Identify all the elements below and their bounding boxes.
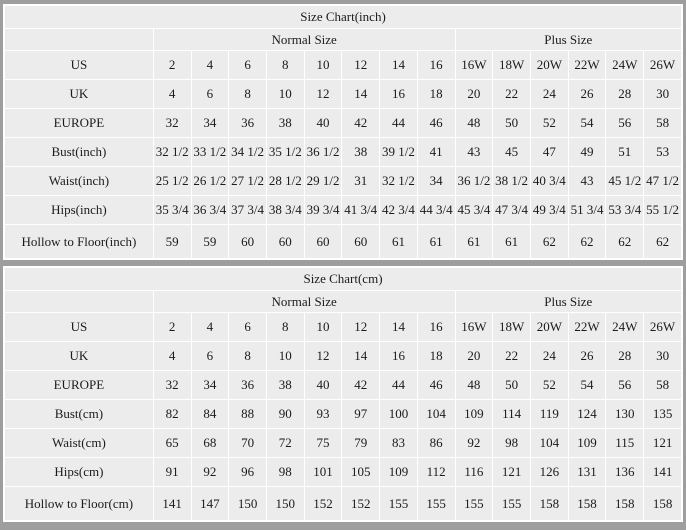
cell-hips-12: 131 <box>568 458 606 487</box>
cell-eu-3: 36 <box>229 371 267 400</box>
cell-eu-12: 54 <box>568 371 606 400</box>
cell-hollow-6: 152 <box>342 487 380 521</box>
cell-waist-4: 28 1/2 <box>266 167 304 196</box>
table-title-row <box>5 6 682 29</box>
cell-bust-9: 43 <box>455 138 493 167</box>
row-label-uk: UK <box>5 80 154 109</box>
cell-hollow-13: 62 <box>606 225 644 259</box>
cell-waist-13: 115 <box>606 429 644 458</box>
size-chart-inch-block <box>3 4 683 260</box>
cell-eu-2: 34 <box>191 109 229 138</box>
row-label-europe: EUROPE <box>5 371 154 400</box>
cell-hips-7: 109 <box>380 458 418 487</box>
cell-uk-13: 28 <box>606 342 644 371</box>
cell-hollow-4: 150 <box>266 487 304 521</box>
cell-uk-1: 4 <box>153 80 191 109</box>
cell-hips-13: 53 3/4 <box>606 196 644 225</box>
cell-hollow-12: 158 <box>568 487 606 521</box>
cell-bust-5: 93 <box>304 400 342 429</box>
cell-us-3: 6 <box>229 313 267 342</box>
cell-uk-6: 14 <box>342 342 380 371</box>
group-header-row <box>5 291 682 313</box>
cell-eu-4: 38 <box>266 371 304 400</box>
cell-hips-13: 136 <box>606 458 644 487</box>
cell-eu-8: 46 <box>417 371 455 400</box>
cell-bust-11: 119 <box>530 400 568 429</box>
cell-eu-10: 50 <box>493 109 531 138</box>
cell-uk-14: 30 <box>644 80 682 109</box>
cell-uk-1: 4 <box>153 342 191 371</box>
cell-waist-5: 75 <box>304 429 342 458</box>
cell-bust-6: 97 <box>342 400 380 429</box>
row-label-bust: Bust(inch) <box>5 138 154 167</box>
cell-uk-4: 10 <box>266 80 304 109</box>
cell-uk-5: 12 <box>304 342 342 371</box>
cell-hollow-7: 61 <box>380 225 418 259</box>
cell-us-8: 16 <box>417 313 455 342</box>
cell-bust-6: 38 <box>342 138 380 167</box>
cell-eu-9: 48 <box>455 371 493 400</box>
cell-us-11: 20W <box>530 313 568 342</box>
cell-hollow-5: 152 <box>304 487 342 521</box>
cell-hollow-13: 158 <box>606 487 644 521</box>
cell-us-11: 20W <box>530 51 568 80</box>
cell-hips-3: 37 3/4 <box>229 196 267 225</box>
cell-uk-9: 20 <box>455 80 493 109</box>
cell-hollow-1: 59 <box>153 225 191 259</box>
cell-bust-10: 114 <box>493 400 531 429</box>
cell-hollow-3: 60 <box>229 225 267 259</box>
cell-bust-1: 32 1/2 <box>153 138 191 167</box>
cell-uk-11: 24 <box>530 342 568 371</box>
cell-hollow-3: 150 <box>229 487 267 521</box>
cell-bust-13: 130 <box>606 400 644 429</box>
cell-waist-8: 86 <box>417 429 455 458</box>
cell-waist-2: 68 <box>191 429 229 458</box>
table-row <box>5 196 682 225</box>
cell-waist-9: 92 <box>455 429 493 458</box>
row-label-hollow-to-floor: Hollow to Floor(cm) <box>5 487 154 521</box>
cell-hips-14: 141 <box>644 458 682 487</box>
cell-eu-7: 44 <box>380 371 418 400</box>
cell-uk-12: 26 <box>568 342 606 371</box>
cell-us-8: 16 <box>417 51 455 80</box>
row-label-waist: Waist(inch) <box>5 167 154 196</box>
cell-waist-3: 70 <box>229 429 267 458</box>
cell-waist-2: 26 1/2 <box>191 167 229 196</box>
cell-us-5: 10 <box>304 51 342 80</box>
cell-hips-9: 116 <box>455 458 493 487</box>
cell-waist-11: 40 3/4 <box>530 167 568 196</box>
group-header-normal: Normal Size <box>153 29 455 51</box>
cell-hips-3: 96 <box>229 458 267 487</box>
cell-hollow-8: 61 <box>417 225 455 259</box>
cell-hips-11: 49 3/4 <box>530 196 568 225</box>
cell-us-1: 2 <box>153 51 191 80</box>
cell-waist-6: 79 <box>342 429 380 458</box>
cell-eu-4: 38 <box>266 109 304 138</box>
cell-us-4: 8 <box>266 313 304 342</box>
table-row <box>5 80 682 109</box>
cell-bust-3: 34 1/2 <box>229 138 267 167</box>
cell-hollow-8: 155 <box>417 487 455 521</box>
cell-hollow-5: 60 <box>304 225 342 259</box>
cell-bust-4: 90 <box>266 400 304 429</box>
cell-waist-7: 32 1/2 <box>380 167 418 196</box>
cell-us-14: 26W <box>644 313 682 342</box>
cell-uk-4: 10 <box>266 342 304 371</box>
cell-hips-1: 35 3/4 <box>153 196 191 225</box>
cell-bust-2: 33 1/2 <box>191 138 229 167</box>
cell-bust-2: 84 <box>191 400 229 429</box>
cell-uk-3: 8 <box>229 80 267 109</box>
cell-us-14: 26W <box>644 51 682 80</box>
cell-eu-6: 42 <box>342 109 380 138</box>
cell-hips-5: 39 3/4 <box>304 196 342 225</box>
table-row <box>5 400 682 429</box>
cell-us-4: 8 <box>266 51 304 80</box>
cell-hips-5: 101 <box>304 458 342 487</box>
page-title-cm: Size Chart(cm) <box>5 268 682 291</box>
row-label-hips: Hips(inch) <box>5 196 154 225</box>
cell-hips-2: 92 <box>191 458 229 487</box>
cell-hollow-4: 60 <box>266 225 304 259</box>
cell-hollow-1: 141 <box>153 487 191 521</box>
cell-us-2: 4 <box>191 313 229 342</box>
cell-us-7: 14 <box>380 51 418 80</box>
cell-bust-12: 49 <box>568 138 606 167</box>
cell-hips-4: 38 3/4 <box>266 196 304 225</box>
cell-eu-2: 34 <box>191 371 229 400</box>
cell-hips-6: 41 3/4 <box>342 196 380 225</box>
group-header-normal: Normal Size <box>153 291 455 313</box>
table-row <box>5 313 682 342</box>
cell-hollow-10: 155 <box>493 487 531 521</box>
cell-eu-8: 46 <box>417 109 455 138</box>
page-title: Size Chart(inch) <box>5 6 682 29</box>
cell-us-5: 10 <box>304 313 342 342</box>
cell-uk-10: 22 <box>493 342 531 371</box>
cell-eu-12: 54 <box>568 109 606 138</box>
cell-hollow-2: 59 <box>191 225 229 259</box>
cell-hips-12: 51 3/4 <box>568 196 606 225</box>
size-chart-cm-table <box>4 267 682 521</box>
cell-eu-3: 36 <box>229 109 267 138</box>
row-label-bust: Bust(cm) <box>5 400 154 429</box>
cell-eu-7: 44 <box>380 109 418 138</box>
cell-us-10: 18W <box>493 313 531 342</box>
cell-uk-7: 16 <box>380 80 418 109</box>
cell-waist-8: 34 <box>417 167 455 196</box>
cell-waist-14: 121 <box>644 429 682 458</box>
cell-waist-1: 65 <box>153 429 191 458</box>
cell-waist-4: 72 <box>266 429 304 458</box>
cell-hips-10: 121 <box>493 458 531 487</box>
cell-us-12: 22W <box>568 313 606 342</box>
cell-us-9: 16W <box>455 51 493 80</box>
cell-hollow-7: 155 <box>380 487 418 521</box>
group-header-plus: Plus Size <box>455 291 681 313</box>
cell-us-9: 16W <box>455 313 493 342</box>
cell-eu-1: 32 <box>153 109 191 138</box>
cell-hollow-6: 60 <box>342 225 380 259</box>
row-label-us: US <box>5 51 154 80</box>
cell-us-10: 18W <box>493 51 531 80</box>
cell-uk-9: 20 <box>455 342 493 371</box>
cell-bust-1: 82 <box>153 400 191 429</box>
corner-blank-cell <box>5 29 154 51</box>
cell-waist-3: 27 1/2 <box>229 167 267 196</box>
cell-waist-6: 31 <box>342 167 380 196</box>
cell-eu-6: 42 <box>342 371 380 400</box>
cell-uk-2: 6 <box>191 80 229 109</box>
table-row <box>5 487 682 521</box>
cell-bust-5: 36 1/2 <box>304 138 342 167</box>
cell-uk-3: 8 <box>229 342 267 371</box>
cell-waist-12: 43 <box>568 167 606 196</box>
row-label-waist: Waist(cm) <box>5 429 154 458</box>
cell-us-13: 24W <box>606 313 644 342</box>
cell-hollow-9: 155 <box>455 487 493 521</box>
cell-hips-8: 112 <box>417 458 455 487</box>
cell-uk-7: 16 <box>380 342 418 371</box>
cell-waist-10: 38 1/2 <box>493 167 531 196</box>
cell-uk-2: 6 <box>191 342 229 371</box>
cell-waist-12: 109 <box>568 429 606 458</box>
table-row <box>5 429 682 458</box>
table-row <box>5 109 682 138</box>
cell-us-2: 4 <box>191 51 229 80</box>
cell-waist-14: 47 1/2 <box>644 167 682 196</box>
cell-hips-9: 45 3/4 <box>455 196 493 225</box>
cell-waist-5: 29 1/2 <box>304 167 342 196</box>
cell-hollow-11: 158 <box>530 487 568 521</box>
cell-hips-11: 126 <box>530 458 568 487</box>
cell-bust-7: 39 1/2 <box>380 138 418 167</box>
row-label-hips: Hips(cm) <box>5 458 154 487</box>
table-title-row <box>5 268 682 291</box>
cell-eu-11: 52 <box>530 109 568 138</box>
cell-hollow-14: 158 <box>644 487 682 521</box>
cell-waist-10: 98 <box>493 429 531 458</box>
cell-uk-12: 26 <box>568 80 606 109</box>
cell-us-6: 12 <box>342 51 380 80</box>
row-label-uk: UK <box>5 342 154 371</box>
cell-us-13: 24W <box>606 51 644 80</box>
cell-bust-9: 109 <box>455 400 493 429</box>
cell-uk-5: 12 <box>304 80 342 109</box>
cell-us-1: 2 <box>153 313 191 342</box>
cell-uk-13: 28 <box>606 80 644 109</box>
row-label-us: US <box>5 313 154 342</box>
cell-us-3: 6 <box>229 51 267 80</box>
cell-eu-9: 48 <box>455 109 493 138</box>
table-row <box>5 342 682 371</box>
cell-uk-8: 18 <box>417 80 455 109</box>
cell-bust-8: 104 <box>417 400 455 429</box>
cell-us-12: 22W <box>568 51 606 80</box>
cell-us-7: 14 <box>380 313 418 342</box>
cell-uk-10: 22 <box>493 80 531 109</box>
group-header-row <box>5 29 682 51</box>
cell-hips-2: 36 3/4 <box>191 196 229 225</box>
cell-hips-7: 42 3/4 <box>380 196 418 225</box>
size-chart-cm-block <box>3 266 683 522</box>
cell-eu-13: 56 <box>606 371 644 400</box>
cell-bust-10: 45 <box>493 138 531 167</box>
cell-hips-8: 44 3/4 <box>417 196 455 225</box>
size-chart-inch-table <box>4 5 682 259</box>
cell-eu-1: 32 <box>153 371 191 400</box>
cell-bust-7: 100 <box>380 400 418 429</box>
table-row <box>5 371 682 400</box>
table-row <box>5 458 682 487</box>
cell-waist-1: 25 1/2 <box>153 167 191 196</box>
cell-hollow-14: 62 <box>644 225 682 259</box>
cell-eu-14: 58 <box>644 109 682 138</box>
cell-eu-5: 40 <box>304 109 342 138</box>
cell-bust-14: 135 <box>644 400 682 429</box>
cell-eu-5: 40 <box>304 371 342 400</box>
cell-hollow-9: 61 <box>455 225 493 259</box>
table-row <box>5 51 682 80</box>
cell-hips-1: 91 <box>153 458 191 487</box>
cell-bust-11: 47 <box>530 138 568 167</box>
cell-eu-11: 52 <box>530 371 568 400</box>
cell-eu-10: 50 <box>493 371 531 400</box>
cell-bust-4: 35 1/2 <box>266 138 304 167</box>
cell-hollow-10: 61 <box>493 225 531 259</box>
cell-waist-11: 104 <box>530 429 568 458</box>
cell-bust-14: 53 <box>644 138 682 167</box>
table-row <box>5 138 682 167</box>
cell-hollow-2: 147 <box>191 487 229 521</box>
cell-hollow-12: 62 <box>568 225 606 259</box>
row-label-europe: EUROPE <box>5 109 154 138</box>
cell-waist-7: 83 <box>380 429 418 458</box>
cell-eu-14: 58 <box>644 371 682 400</box>
cell-uk-11: 24 <box>530 80 568 109</box>
cell-waist-9: 36 1/2 <box>455 167 493 196</box>
cell-hollow-11: 62 <box>530 225 568 259</box>
corner-blank-cell <box>5 291 154 313</box>
cell-bust-3: 88 <box>229 400 267 429</box>
table-row <box>5 225 682 259</box>
cell-hips-4: 98 <box>266 458 304 487</box>
group-header-plus: Plus Size <box>455 29 681 51</box>
cell-bust-8: 41 <box>417 138 455 167</box>
cell-uk-8: 18 <box>417 342 455 371</box>
cell-bust-13: 51 <box>606 138 644 167</box>
cell-waist-13: 45 1/2 <box>606 167 644 196</box>
row-label-hollow-to-floor: Hollow to Floor(inch) <box>5 225 154 259</box>
cell-hips-6: 105 <box>342 458 380 487</box>
cell-us-6: 12 <box>342 313 380 342</box>
cell-uk-14: 30 <box>644 342 682 371</box>
cell-uk-6: 14 <box>342 80 380 109</box>
cell-bust-12: 124 <box>568 400 606 429</box>
cell-hips-14: 55 1/2 <box>644 196 682 225</box>
cell-hips-10: 47 3/4 <box>493 196 531 225</box>
table-row <box>5 167 682 196</box>
cell-eu-13: 56 <box>606 109 644 138</box>
